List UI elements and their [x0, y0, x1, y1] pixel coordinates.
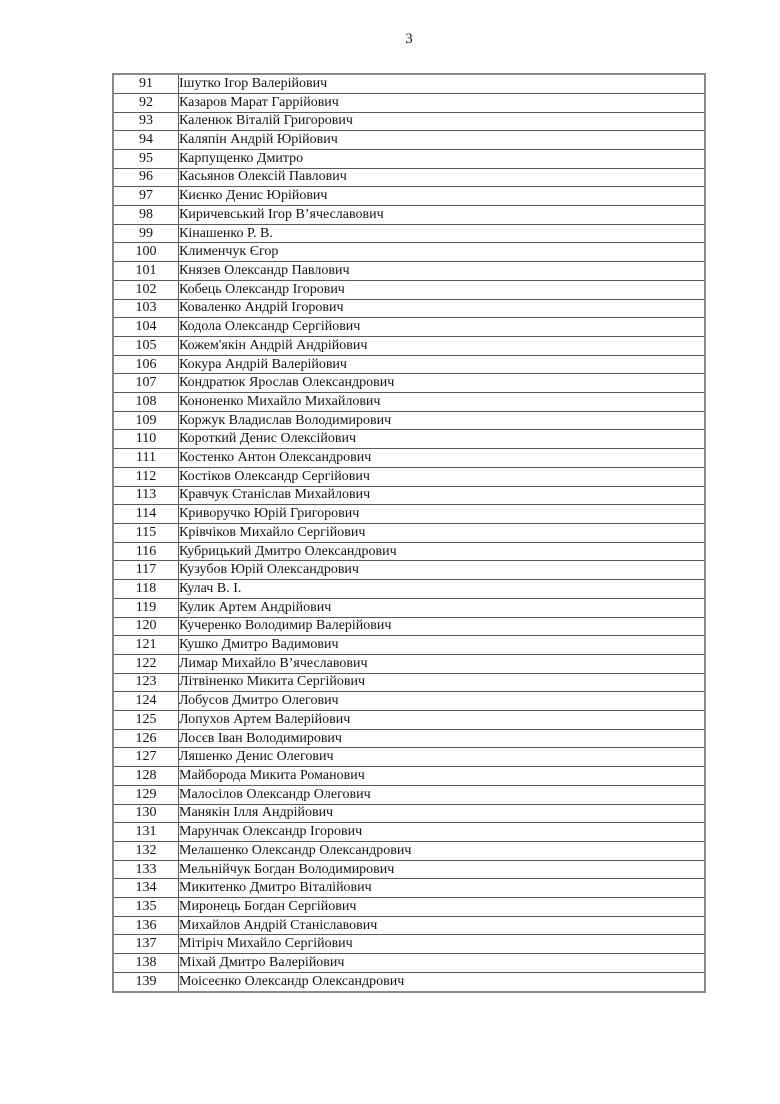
table-row: [113, 486, 705, 505]
table-row: [113, 336, 705, 355]
row-name-cell: Літвіненко Микита Сергійович: [179, 673, 706, 692]
table-row: [113, 729, 705, 748]
row-number-cell: 129: [113, 785, 179, 804]
row-name-cell: Лосєв Іван Володимирович: [179, 729, 706, 748]
table-row: [113, 804, 705, 823]
row-name-cell: Кулик Артем Андрійович: [179, 598, 706, 617]
table-row: [113, 131, 705, 150]
table-row: [113, 785, 705, 804]
row-number-cell: 126: [113, 729, 179, 748]
row-name-cell: Манякін Ілля Андрійович: [179, 804, 706, 823]
row-name-cell: Майборода Микита Романович: [179, 767, 706, 786]
row-name-cell: Кулач В. І.: [179, 580, 706, 599]
row-name-cell: Каляпін Андрій Юрійович: [179, 131, 706, 150]
table-row: [113, 318, 705, 337]
row-name-cell: Кокура Андрій Валерійович: [179, 355, 706, 374]
row-number-cell: 124: [113, 692, 179, 711]
table-row: [113, 93, 705, 112]
row-number-cell: 122: [113, 654, 179, 673]
row-number-cell: 109: [113, 411, 179, 430]
table-row: [113, 748, 705, 767]
row-number-cell: 139: [113, 972, 179, 992]
table-row: [113, 299, 705, 318]
table-row: [113, 916, 705, 935]
table-row: [113, 374, 705, 393]
row-name-cell: Мелашенко Олександр Олександрович: [179, 841, 706, 860]
row-name-cell: Кравчук Станіслав Михайлович: [179, 486, 706, 505]
row-number-cell: 127: [113, 748, 179, 767]
row-name-cell: Микитенко Дмитро Віталійович: [179, 879, 706, 898]
table-row: [113, 224, 705, 243]
table-row: [113, 262, 705, 281]
row-name-cell: Лимар Михайло В’ячеславович: [179, 654, 706, 673]
table-row: [113, 823, 705, 842]
row-name-cell: Кононенко Михайло Михайлович: [179, 393, 706, 412]
row-name-cell: Карпущенко Дмитро: [179, 149, 706, 168]
table-row: [113, 505, 705, 524]
table-row: [113, 898, 705, 917]
table-row: [113, 841, 705, 860]
table-row: [113, 954, 705, 973]
table-row: [113, 580, 705, 599]
row-number-cell: 131: [113, 823, 179, 842]
row-number-cell: 112: [113, 467, 179, 486]
row-number-cell: 95: [113, 149, 179, 168]
table-row: [113, 711, 705, 730]
row-number-cell: 92: [113, 93, 179, 112]
row-number-cell: 101: [113, 262, 179, 281]
row-number-cell: 100: [113, 243, 179, 262]
row-number-cell: 137: [113, 935, 179, 954]
table-row: [113, 411, 705, 430]
row-number-cell: 118: [113, 580, 179, 599]
row-number-cell: 105: [113, 336, 179, 355]
row-number-cell: 125: [113, 711, 179, 730]
row-number-cell: 111: [113, 449, 179, 468]
row-name-cell: Князев Олександр Павлович: [179, 262, 706, 281]
row-name-cell: Костіков Олександр Сергійович: [179, 467, 706, 486]
table-row: [113, 617, 705, 636]
row-name-cell: Лопухов Артем Валерійович: [179, 711, 706, 730]
row-name-cell: Києнко Денис Юрійович: [179, 187, 706, 206]
row-number-cell: 116: [113, 542, 179, 561]
row-number-cell: 93: [113, 112, 179, 131]
row-name-cell: Крівчіков Михайло Сергійович: [179, 524, 706, 543]
table-row: [113, 206, 705, 225]
row-number-cell: 136: [113, 916, 179, 935]
row-number-cell: 94: [113, 131, 179, 150]
table-row: [113, 935, 705, 954]
row-name-cell: Костенко Антон Олександрович: [179, 449, 706, 468]
row-number-cell: 103: [113, 299, 179, 318]
row-number-cell: 91: [113, 74, 179, 93]
row-number-cell: 128: [113, 767, 179, 786]
table-row: [113, 654, 705, 673]
table-row: [113, 168, 705, 187]
row-name-cell: Казаров Марат Гаррійович: [179, 93, 706, 112]
page-number: 3: [405, 31, 413, 47]
row-name-cell: Ішутко Ігор Валерійович: [179, 74, 706, 93]
row-name-cell: Короткий Денис Олексійович: [179, 430, 706, 449]
row-name-cell: Міхай Дмитро Валерійович: [179, 954, 706, 973]
table-row: [113, 467, 705, 486]
row-number-cell: 97: [113, 187, 179, 206]
row-name-cell: Михайлов Андрій Станіславович: [179, 916, 706, 935]
row-number-cell: 134: [113, 879, 179, 898]
row-number-cell: 119: [113, 598, 179, 617]
row-name-cell: Миронець Богдан Сергійович: [179, 898, 706, 917]
row-number-cell: 117: [113, 561, 179, 580]
table-row: [113, 187, 705, 206]
row-name-cell: Кодола Олександр Сергійович: [179, 318, 706, 337]
row-name-cell: Клименчук Єгор: [179, 243, 706, 262]
table-row: [113, 673, 705, 692]
table-row: [113, 561, 705, 580]
row-name-cell: Лобусов Дмитро Олегович: [179, 692, 706, 711]
table-row: [113, 449, 705, 468]
row-name-cell: Мельнійчук Богдан Володимирович: [179, 860, 706, 879]
table-row: [113, 972, 705, 992]
table-row: [113, 542, 705, 561]
table-row: [113, 767, 705, 786]
row-name-cell: Кобець Олександр Ігорович: [179, 280, 706, 299]
row-number-cell: 130: [113, 804, 179, 823]
row-number-cell: 114: [113, 505, 179, 524]
table-row: [113, 636, 705, 655]
table-row: [113, 524, 705, 543]
table-row: [113, 149, 705, 168]
table-row: [113, 879, 705, 898]
row-number-cell: 104: [113, 318, 179, 337]
row-number-cell: 98: [113, 206, 179, 225]
row-name-cell: Кушко Дмитро Вадимович: [179, 636, 706, 655]
row-number-cell: 108: [113, 393, 179, 412]
table-row: [113, 393, 705, 412]
row-name-cell: Кучеренко Володимир Валерійович: [179, 617, 706, 636]
row-name-cell: Криворучко Юрій Григорович: [179, 505, 706, 524]
row-number-cell: 96: [113, 168, 179, 187]
table-row: [113, 74, 705, 93]
row-number-cell: 120: [113, 617, 179, 636]
row-number-cell: 99: [113, 224, 179, 243]
table-row: [113, 243, 705, 262]
row-name-cell: Моісеєнко Олександр Олександрович: [179, 972, 706, 992]
row-name-cell: Коржук Владислав Володимирович: [179, 411, 706, 430]
table-row: [113, 860, 705, 879]
row-name-cell: Кузубов Юрій Олександрович: [179, 561, 706, 580]
row-name-cell: Каленюк Віталій Григорович: [179, 112, 706, 131]
row-number-cell: 110: [113, 430, 179, 449]
table-row: [113, 280, 705, 299]
row-name-cell: Марунчак Олександр Ігорович: [179, 823, 706, 842]
row-name-cell: Киричевський Ігор В’ячеславович: [179, 206, 706, 225]
row-number-cell: 106: [113, 355, 179, 374]
roster-table: [112, 73, 706, 993]
row-name-cell: Кубрицький Дмитро Олександрович: [179, 542, 706, 561]
row-name-cell: Касьянов Олексій Павлович: [179, 168, 706, 187]
table-row: [113, 430, 705, 449]
table-row: [113, 598, 705, 617]
row-name-cell: Коваленко Андрій Ігорович: [179, 299, 706, 318]
row-number-cell: 121: [113, 636, 179, 655]
row-number-cell: 138: [113, 954, 179, 973]
row-number-cell: 107: [113, 374, 179, 393]
row-number-cell: 123: [113, 673, 179, 692]
row-name-cell: Ляшенко Денис Олегович: [179, 748, 706, 767]
row-number-cell: 132: [113, 841, 179, 860]
row-name-cell: Мітіріч Михайло Сергійович: [179, 935, 706, 954]
row-name-cell: Малосілов Олександр Олегович: [179, 785, 706, 804]
table-row: [113, 112, 705, 131]
row-name-cell: Кожем'якін Андрій Андрійович: [179, 336, 706, 355]
roster-table-body: [113, 74, 705, 992]
row-number-cell: 135: [113, 898, 179, 917]
row-number-cell: 115: [113, 524, 179, 543]
row-name-cell: Кондратюк Ярослав Олександрович: [179, 374, 706, 393]
row-number-cell: 113: [113, 486, 179, 505]
table-row: [113, 355, 705, 374]
table-row: [113, 692, 705, 711]
row-number-cell: 133: [113, 860, 179, 879]
row-name-cell: Кінашенко Р. В.: [179, 224, 706, 243]
row-number-cell: 102: [113, 280, 179, 299]
